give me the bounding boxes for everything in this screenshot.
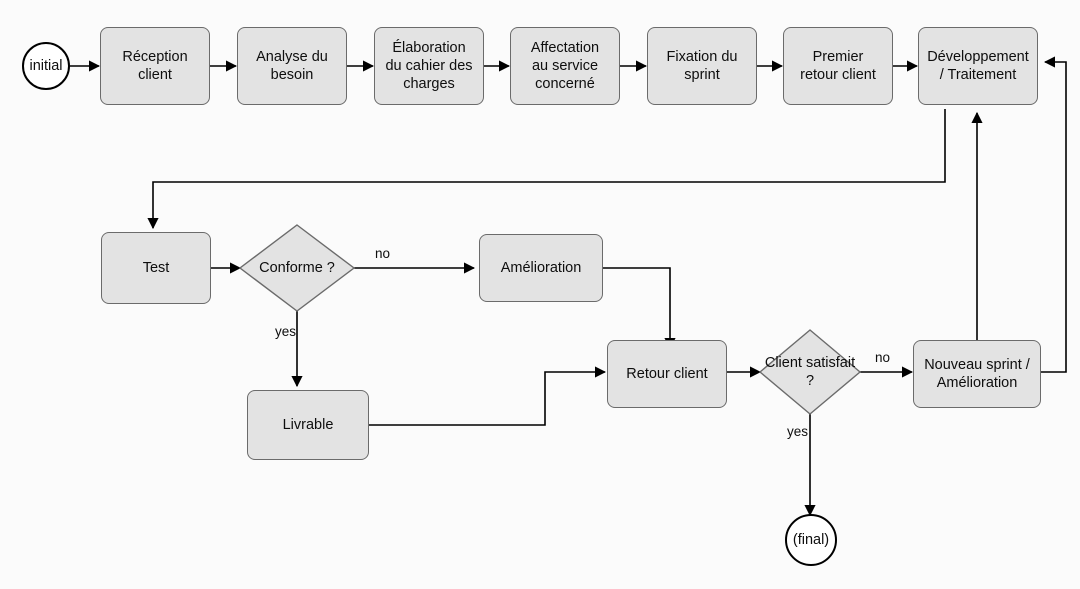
node-client-satisfait-line2: satisfait ?: [805, 354, 856, 389]
decision-conforme-shape: [240, 225, 354, 311]
node-analyse-besoin-line2: besoin: [270, 67, 314, 83]
edge-nouveau-loop-top: [1041, 62, 1066, 372]
edge-livrable-retour: [369, 372, 605, 425]
node-retour-client[interactable]: [607, 340, 727, 408]
node-reception-client[interactable]: [100, 27, 210, 105]
node-final-label: (final): [792, 532, 830, 548]
node-premier-retour-line1: Premier: [812, 48, 864, 65]
node-retour-client-line1: Retour client: [626, 365, 708, 382]
node-final[interactable]: [785, 514, 837, 566]
node-conforme-line1: Conforme ?: [259, 259, 335, 276]
decision-satisfait-shape: [760, 330, 860, 414]
node-affectation-service[interactable]: [510, 27, 620, 105]
node-analyse-besoin-line1: Analyse du: [256, 48, 328, 65]
node-premier-retour-line2: retour client: [800, 67, 876, 83]
node-reception-client-line2: client: [138, 67, 172, 83]
node-amelioration[interactable]: [479, 234, 603, 302]
node-nouveau-sprint-line1: Nouveau sprint /: [924, 356, 1030, 373]
node-client-satisfait-line1: Client: [764, 354, 802, 371]
edge-developpement-test: [153, 109, 945, 228]
node-elaboration-line3: charges: [403, 76, 455, 93]
node-fixation-line2: sprint: [684, 67, 720, 83]
node-fixation-line1: Fixation du: [666, 48, 738, 65]
node-nouveau-sprint-amelioration[interactable]: [913, 340, 1041, 408]
edge-label-satisfait-no: no: [875, 350, 891, 365]
node-affectation-line2: au service: [531, 57, 599, 74]
node-livrable[interactable]: [247, 390, 369, 460]
edge-label-conforme-no: no: [375, 246, 391, 261]
node-developpement-line2: / Traitement: [939, 67, 1017, 83]
node-initial-label: initial: [29, 58, 63, 74]
node-elaboration-line1: Élaboration: [392, 39, 466, 56]
edge-label-satisfait-yes: yes: [787, 424, 809, 439]
node-initial[interactable]: [22, 42, 70, 90]
node-analyse-besoin[interactable]: [237, 27, 347, 105]
edge-amelioration-retour: [603, 268, 670, 348]
node-premier-retour-client[interactable]: [783, 27, 893, 105]
node-elaboration-line2: du cahier des: [385, 57, 473, 74]
node-test[interactable]: [101, 232, 211, 304]
node-amelioration-line1: Amélioration: [500, 259, 582, 276]
node-reception-client-line1: Réception: [122, 48, 188, 65]
edge-label-conforme-yes: yes: [275, 324, 297, 339]
node-fixation-sprint[interactable]: [647, 27, 757, 105]
node-affectation-line3: concerné: [535, 76, 595, 93]
node-nouveau-sprint-line2: Amélioration: [936, 375, 1018, 391]
node-elaboration-cahier-charges[interactable]: [374, 27, 484, 105]
node-developpement-line1: Développement: [927, 48, 1029, 65]
node-affectation-line1: Affectation: [530, 39, 600, 56]
node-test-line1: Test: [142, 259, 170, 276]
node-livrable-line1: Livrable: [282, 416, 334, 433]
node-developpement-traitement[interactable]: [918, 27, 1038, 105]
